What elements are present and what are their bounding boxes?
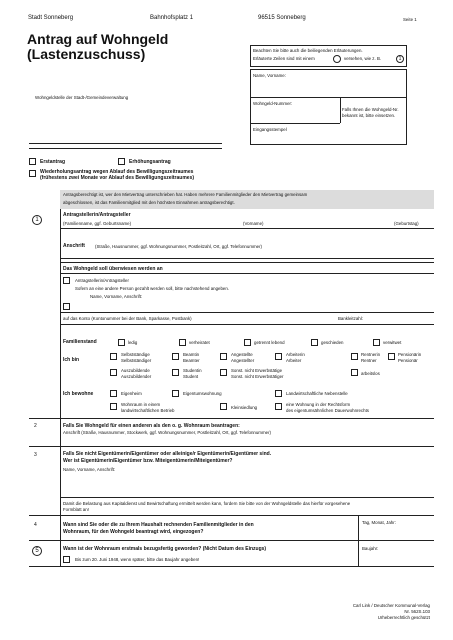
occupation-label: Ich bin [63, 357, 80, 363]
footer-publisher: Carl Link / Deutscher Kommunal-Verlag [352, 603, 430, 608]
transfer-title: Das Wohngeld soll überwiesen werden an [63, 266, 163, 272]
notice-line2b: versehen, wie z. B. [344, 56, 382, 61]
occ-unemployed-label: arbeitslos [361, 371, 380, 376]
transfer-self-checkbox[interactable] [63, 277, 70, 284]
occ-self-employed-checkbox[interactable] [110, 353, 117, 360]
occ-not-employed-f: Sonst. nicht Erwerbstätige [231, 368, 283, 373]
form-subtitle: (Lastenzuschuss) [27, 46, 146, 62]
occ-trainee-m: Auszubildender [121, 374, 152, 379]
occ-self-employed-f: Selbstständige [121, 352, 150, 357]
section4-title-line2: Wohnraum, für den Wohngeld beantragt wird, eingezogen? [63, 529, 204, 535]
status-married-checkbox[interactable] [179, 339, 186, 346]
section3-bottom-line [29, 515, 434, 516]
occ-employee-m: Angestellter [231, 358, 255, 363]
form-title: Antrag auf Wohngeld [27, 31, 169, 47]
transfer-other-label: Sofern an eine andere Person gezahlt werden soll, bitte nachstehend angeben. [75, 286, 230, 291]
authority-line-2 [29, 148, 222, 149]
occ-trainee-checkbox[interactable] [110, 369, 117, 376]
occ-student-m: Student [183, 374, 199, 379]
living-farm-line1: Wohnraum in einem [121, 402, 161, 407]
section3-note-line2: Formblatt an! [63, 507, 89, 512]
applicant-box-divider-2 [250, 123, 340, 124]
section3-owner-line [60, 497, 434, 498]
header-zip-city: 96515 Sonneberg [258, 15, 306, 21]
section1-number: 1 [32, 215, 42, 225]
transfer-other-fields-label: Name, Vorname, Anschrift: [90, 294, 143, 299]
authority-line-1 [29, 143, 222, 144]
occ-civil-servant-f: Beamtin [183, 352, 200, 357]
section3-note-line1: Damit die Belastung aus Kapitaldienst und Bewirtschaftung ermittelt werden kann, fordern Sie bitte von der Wohngeldstelle das hierfür vorgesehene [63, 501, 351, 506]
first-name-hint: (Vorname) [243, 221, 264, 226]
section2-left-border [60, 418, 61, 446]
eligibility-line1: Antragsberechtigt ist, wer den Mietvertrag unterschrieben hat. Haben mehrere Familienmitglieder den Mietvertrag gemeinsam [63, 192, 308, 197]
status-separated-label: getrennt lebend [254, 340, 285, 345]
transfer-title-line [60, 273, 434, 274]
occ-trainee-f: Auszubildende [121, 368, 150, 373]
living-farm-line2: landwirtschaftlichen Betrieb [121, 408, 175, 413]
occ-employee-f: Angestellte [231, 352, 253, 357]
header-city: Stadt Sonneberg [28, 15, 74, 21]
section2-number: 2 [34, 423, 37, 429]
section4-date-field[interactable] [362, 527, 432, 539]
status-married-label: verheiratet [189, 340, 210, 345]
section4-title-line1: Wann sind Sie oder die zu Ihrem Haushalt rechnenden Familienmitglieder in den [63, 522, 254, 528]
occ-unemployed-checkbox[interactable] [351, 369, 358, 376]
section5-year-label: Baujahr: [362, 546, 379, 551]
section5-number: 5 [32, 546, 42, 556]
living-side-business-checkbox[interactable] [275, 390, 282, 397]
wohngeld-number-hint-2: bekannt ist, bitte einsetzen. [342, 113, 396, 118]
section3-number: 3 [34, 452, 37, 458]
notice-circle-icon [333, 55, 341, 63]
living-small-settlement-checkbox[interactable] [220, 403, 227, 410]
status-divorced-checkbox[interactable] [311, 339, 318, 346]
notice-line1: Beachten Sie bitte auch die beiliegenden Erläuterungen. [253, 48, 363, 53]
occ-civil-servant-m: Beamter [183, 358, 200, 363]
section5-year-divider [358, 540, 359, 566]
section2-title: Falls Sie Wohngeld für einen anderen als den o. g. Wohnraum beantragen: [63, 423, 240, 429]
section3-title-line1: Falls Sie nicht Eigentümerin/Eigentümer oder alleinige/r Eigentümerin/Eigentümer sind. [63, 451, 272, 457]
page-number: Seite 1 [403, 17, 417, 22]
section5-left-border [60, 540, 61, 566]
section4-bottom-line [29, 540, 434, 541]
section4-date-label: Tag, Monat, Jahr: [362, 520, 396, 525]
first-application-label: Erstantrag [40, 159, 66, 165]
increase-application-label: Erhöhungsantrag [129, 159, 171, 165]
birthday-hint: (Geburtstag) [394, 221, 419, 226]
status-divorced-label: geschieden [321, 340, 344, 345]
applicant-box-vdivider [340, 97, 341, 123]
status-widowed-checkbox[interactable] [373, 339, 380, 346]
section2-bottom-line [29, 446, 434, 447]
occ-employee-checkbox[interactable] [220, 353, 227, 360]
section3-left-border [60, 446, 61, 515]
living-label: Ich bewohne [63, 391, 94, 397]
account-label: auf das Konto (Kontonummer bei der Bank, Sparkasse, Postbank) [63, 316, 192, 321]
authority-label: Wohngeldstelle der Stadt-/Gemeindeverwaltung [35, 95, 129, 100]
notice-line2a: Erläuterte Zeilen sind mit einem [253, 56, 315, 61]
section5-before-1948-label: Bis zum 20. Juni 1948, wenn später, bitte das Baujahr angeben! [75, 557, 200, 562]
occ-retired-official-m: Pensionär [398, 358, 418, 363]
transfer-other-line [60, 312, 434, 313]
section5-title: Wann ist der Wohnraum erstmals bezugsfertig geworden? (Nicht Datum des Einzugs) [63, 546, 267, 552]
repeat-application-line2: (frühestens zwei Monate vor Ablauf des Bewilligungszeitraumes) [40, 175, 195, 181]
family-status-label: Familienstand [63, 339, 97, 345]
occ-not-employed-m: Sonst. nicht Erwerbstätiger [231, 374, 284, 379]
living-own-home-label: Eigenheim [121, 391, 142, 396]
repeat-application-checkbox[interactable] [29, 170, 36, 177]
living-condo-checkbox[interactable] [172, 390, 179, 397]
name-label: Name, Vorname: [253, 73, 286, 78]
living-condo-label: Eigentumswohnung [183, 391, 222, 396]
notice-example-number: 1 [396, 55, 404, 63]
address-line-1 [60, 258, 434, 259]
occ-self-employed-m: Selbstständiger [121, 358, 152, 363]
section1-left-border [60, 209, 61, 423]
repeat-application-line1: Wiederholungsantrag wegen Ablauf des Bewilligungszeitraumes [40, 169, 194, 175]
status-single-label: ledig [128, 340, 138, 345]
account-line [60, 324, 434, 325]
occ-worker-f: Arbeiterin [286, 352, 305, 357]
wohngeld-number-field[interactable] [253, 108, 337, 122]
status-separated-checkbox[interactable] [244, 339, 251, 346]
family-name-hint: (Familienname, ggf. Geburtsname) [63, 221, 132, 226]
occ-not-employed-checkbox[interactable] [220, 369, 227, 376]
transfer-self-label: Antragstellerin/Antragsteller [75, 278, 129, 283]
section1-title: Antragstellerin/Antragsteller [63, 212, 131, 218]
occ-student-checkbox[interactable] [172, 369, 179, 376]
account-number-field[interactable] [250, 314, 334, 322]
living-side-business-label: Landwirtschaftliche Nebenstelle [286, 391, 348, 396]
increase-application-checkbox[interactable] [118, 158, 125, 165]
bank-code-label: Bankleitzahl: [338, 316, 363, 321]
header-street: Bahnhofsplatz 1 [150, 15, 194, 21]
section4-date-divider [358, 515, 359, 540]
section5-before-1948-checkbox[interactable] [63, 556, 70, 563]
section2-address-field[interactable] [63, 436, 433, 445]
section4-number: 4 [34, 522, 37, 528]
footer-copyright: Urheberrechtlich geschützt [377, 615, 430, 620]
wohngeld-number-hint-1: Falls Ihnen die Wohngeld-Nr. [342, 107, 399, 112]
footer-form-number: Nr. 562S.103 [404, 609, 430, 614]
occ-retired-official-f: Pensionärin [398, 352, 422, 357]
occ-worker-m: Arbeiter [286, 358, 302, 363]
applicant-box-divider-1 [250, 97, 407, 98]
occ-worker-checkbox[interactable] [275, 353, 282, 360]
transfer-other-checkbox[interactable] [63, 303, 70, 310]
section1-bottom-line [29, 418, 434, 419]
occ-pensioner-checkbox[interactable] [351, 353, 358, 360]
section5-year-field[interactable] [362, 553, 432, 565]
address-label: Anschrift [63, 243, 85, 249]
occ-civil-servant-checkbox[interactable] [172, 353, 179, 360]
first-application-checkbox[interactable] [29, 158, 36, 165]
status-widowed-label: verwitwet [383, 340, 402, 345]
section3-name-label: Name, Vorname, Anschrift: [63, 467, 116, 472]
section3-owner-field[interactable] [63, 473, 433, 495]
living-own-home-checkbox[interactable] [110, 390, 117, 397]
living-farm-checkbox[interactable] [110, 403, 117, 410]
section3-title-line2: Wer ist Eigentümerin/Eigentümer bzw. Miteigentümerin/Miteigentümer? [63, 458, 233, 464]
occ-pensioner-f: Rentnerin [361, 352, 381, 357]
living-heritable-checkbox[interactable] [275, 403, 282, 410]
address-line-2 [60, 262, 434, 263]
living-heritable-line1: eine Wohnung in der Rechtsform [286, 402, 351, 407]
stamp-label: Eingangsstempel [253, 127, 287, 132]
address-hint: (Straße, Hausnummer, ggf. Wohnungsnummer, Postleitzahl, Ort, ggf. Telefonnummer) [95, 244, 262, 249]
section1-name-line [60, 228, 434, 229]
section5-bottom-line [29, 566, 434, 567]
section4-left-border [60, 515, 61, 540]
living-small-settlement-label: Kleinsiedlung [231, 405, 258, 410]
section2-hint: Anschrift (Straße, Hausnummer, Stockwerk, ggf. Wohnungsnummer, Postleitzahl, Ort, ggf. Telefonnummer) [63, 430, 271, 435]
wohngeld-number-label: Wohngeld-Nummer: [253, 101, 293, 106]
status-single-checkbox[interactable] [118, 339, 125, 346]
occ-retired-official-checkbox[interactable] [388, 353, 395, 360]
bank-code-field[interactable] [370, 314, 433, 322]
occ-student-f: Studentin [183, 368, 202, 373]
transfer-other-field[interactable] [90, 300, 433, 310]
occ-pensioner-m: Rentner [361, 358, 377, 363]
living-heritable-line2: des eigentumsähnlichen Dauerwohnrechts [286, 408, 369, 413]
eligibility-line2: abgeschlossen, ist das Familienmitglied mit den höchsten Einnahmen antragsberechtigt. [63, 200, 235, 205]
